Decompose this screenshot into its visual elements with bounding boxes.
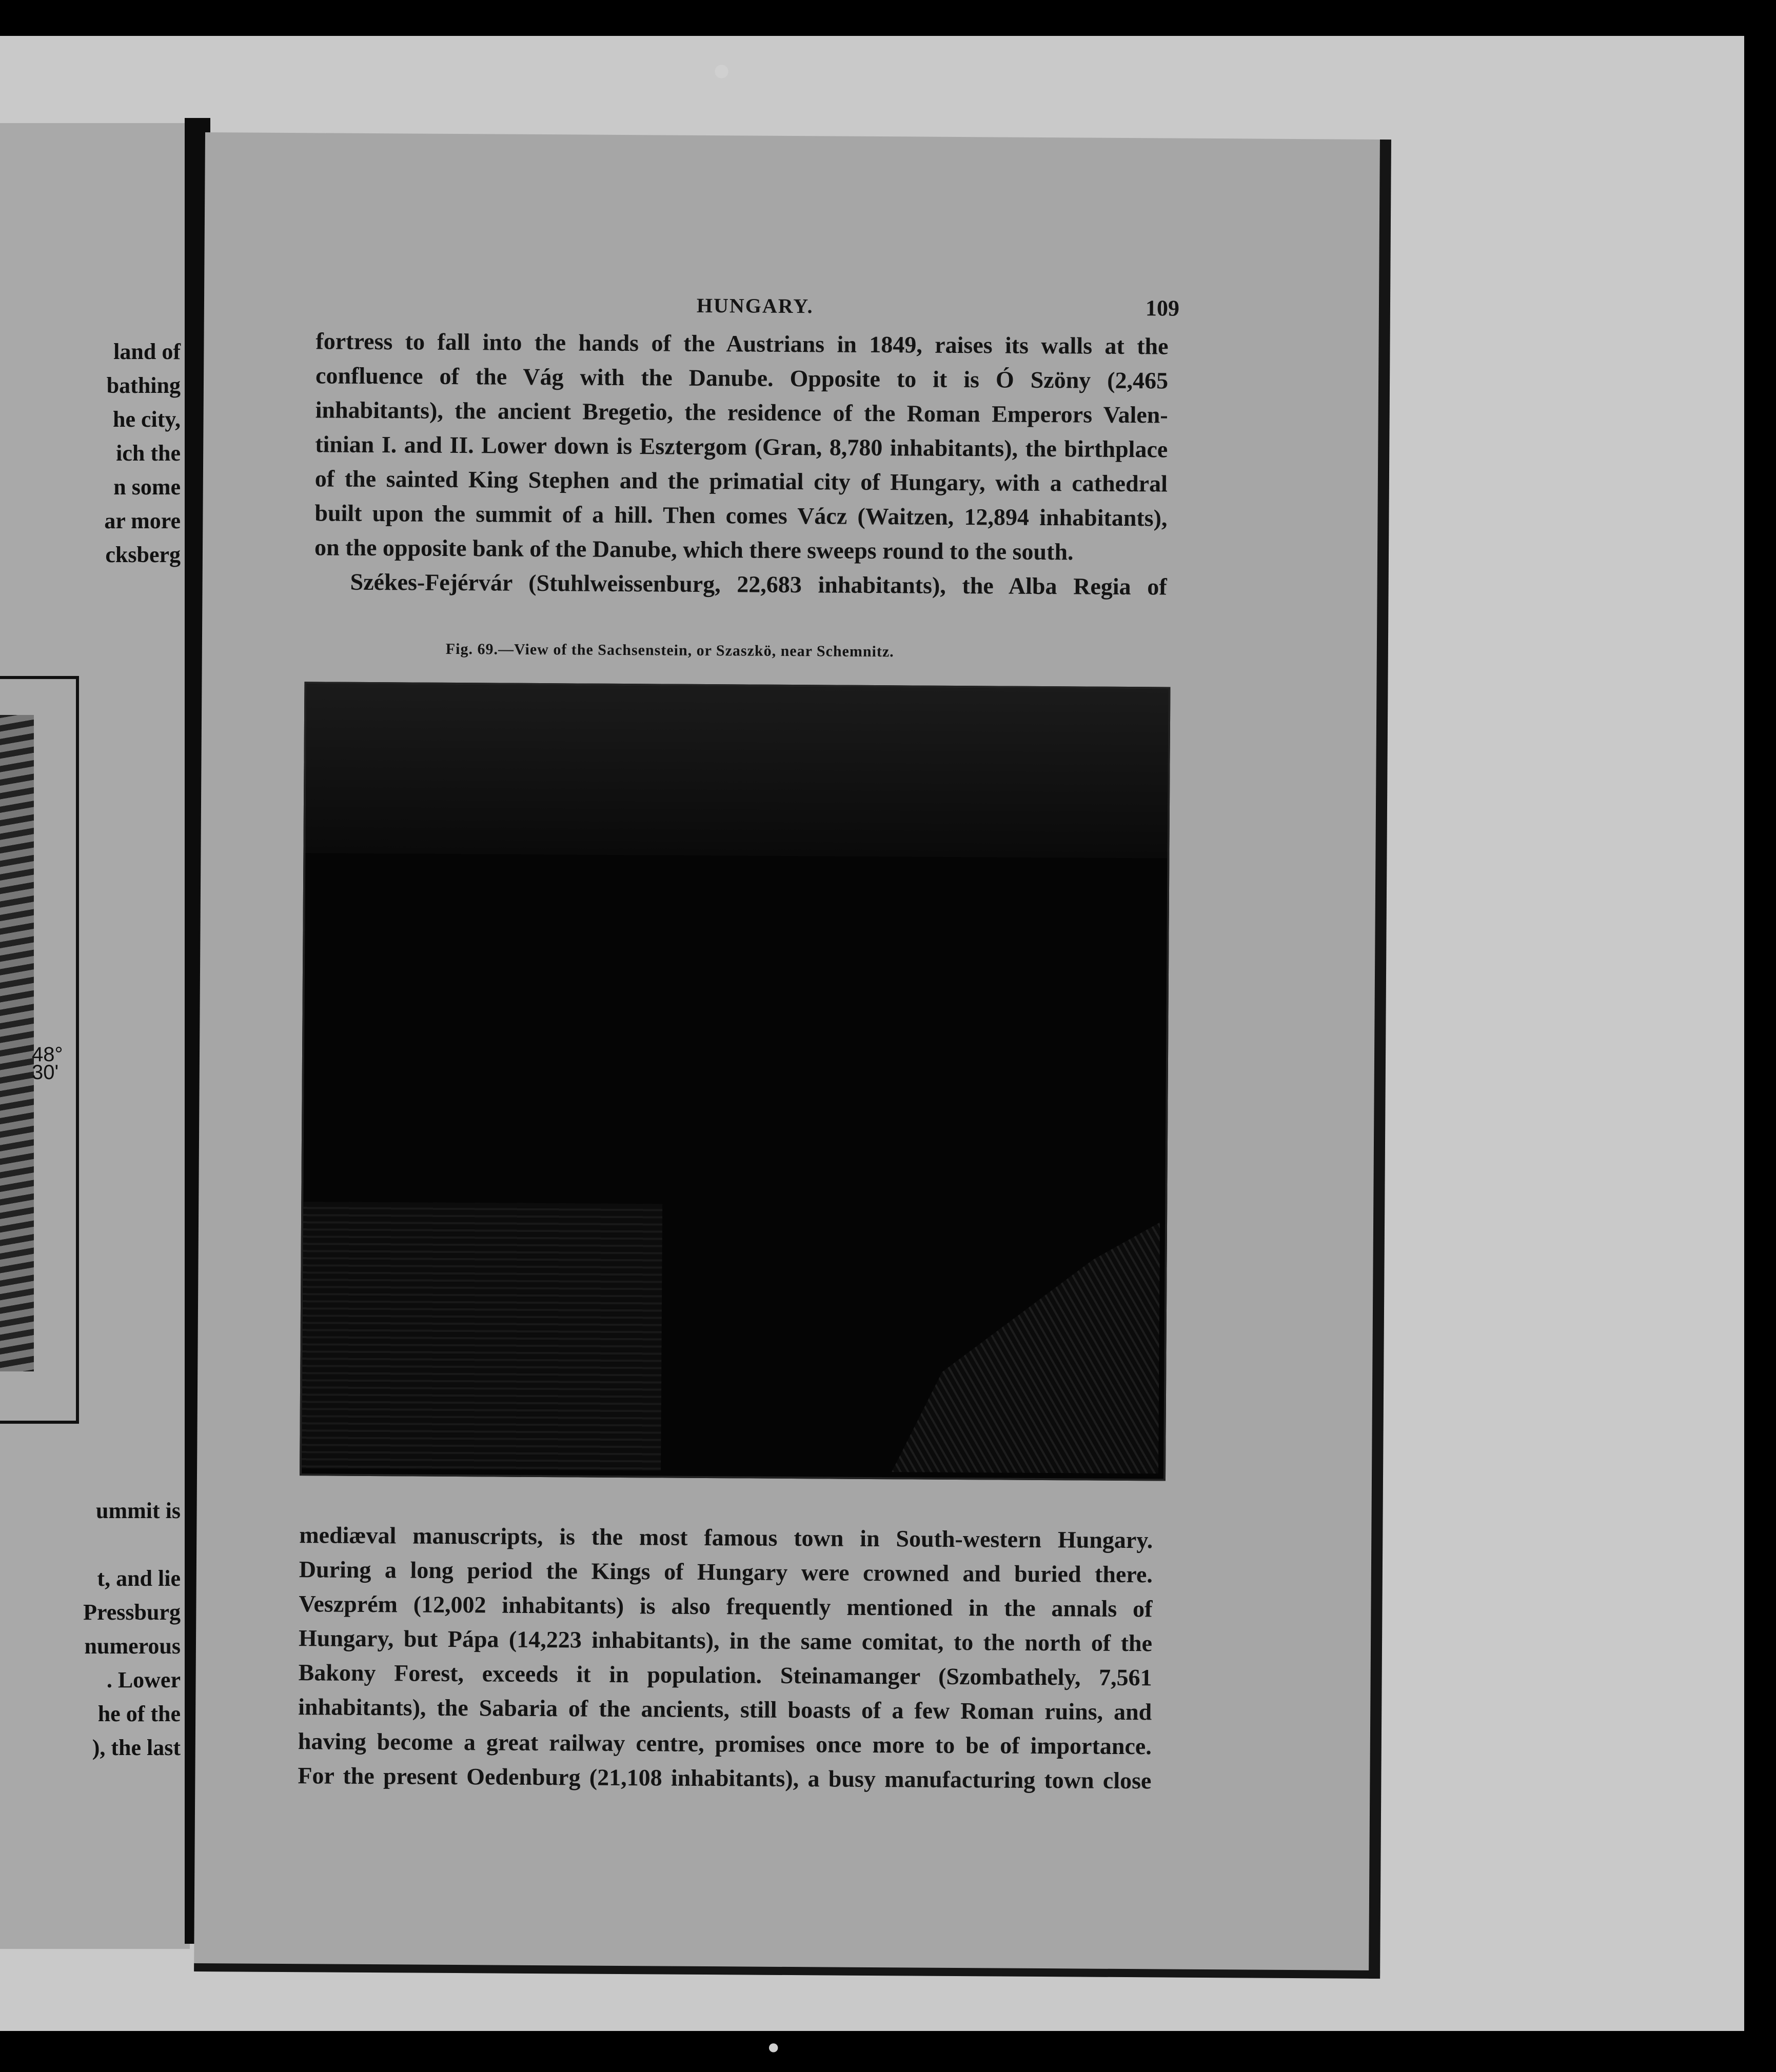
left-page-line: cksberg [105, 542, 181, 567]
text-line: During a long period the Kings of Hungary were crowned and buried there. [299, 1556, 1153, 1588]
bottom-paragraph [298, 1518, 1153, 1798]
left-page-line: ich the [116, 441, 181, 466]
running-head: HUNGARY. [696, 293, 814, 318]
map-relief [0, 715, 34, 1371]
left-page-line: t, and lie [97, 1566, 181, 1591]
text-line: confluence of the Vág with the Danube. Opposite to it is Ó Szöny (2,465 [315, 362, 1169, 394]
paragraph-start-line: Székes-Fejérvár (Stuhlweissenburg, 22,683 inhabitants), the Alba Regia of [350, 568, 1167, 600]
left-page-line: ar more [104, 508, 181, 533]
text-line: Veszprém (12,002 inhabitants) is also frequently mentioned in the annals of [299, 1590, 1153, 1622]
left-page-line: Pressburg [83, 1600, 181, 1625]
illustration-water [302, 1202, 662, 1470]
figure-caption: Fig. 69.—View of the Sachsenstein, or Szaszkö, near Schemnitz. [445, 640, 894, 661]
film-speck: • [764, 2031, 783, 2067]
engraving-illustration [300, 682, 1170, 1481]
top-paragraph [314, 324, 1168, 604]
map-latitude-label: 48° [32, 1043, 63, 1066]
left-page-line: ummit is [96, 1498, 181, 1523]
text-line: of the sainted King Stephen and the primatial city of Hungary, with a cathedral [314, 465, 1168, 497]
book-page-109 [194, 132, 1391, 1979]
left-page-line: ), the last [92, 1735, 181, 1760]
text-line: built upon the summit of a hill. Then comes Vácz (Waitzen, 12,894 inhabitants), [314, 500, 1168, 531]
left-page-line: n some [113, 474, 181, 500]
text-line: on the opposite bank of the Danube, which there sweeps round to the south. [314, 534, 1074, 565]
left-page-line: . Lower [106, 1667, 181, 1692]
text-line: Hungary, but Pápa (14,223 inhabitants), in the same comitat, to the north of the [298, 1625, 1153, 1657]
left-page-line: numerous [84, 1633, 181, 1659]
text-line: mediæval manuscripts, is the most famous town in South-western Hungary. [299, 1522, 1153, 1553]
text-line: Bakony Forest, exceeds it in population. Steinamanger (Szombathely, 7,561 [298, 1659, 1152, 1691]
map-minute-label: 30' [32, 1061, 59, 1084]
text-line: having become a great railway centre, promises once more to be of importance. [298, 1728, 1152, 1760]
left-page-line: he of the [97, 1701, 181, 1726]
text-line: inhabitants), the Sabaria of the ancients, still boasts of a few Roman ruins, and [298, 1694, 1152, 1725]
text-line: For the present Oedenburg (21,108 inhabitants), a busy manufacturing town close [298, 1762, 1152, 1794]
illustration-sky [305, 684, 1168, 858]
left-page-line: he city, [113, 407, 181, 432]
left-facing-page [0, 123, 190, 1949]
illustration-rock [825, 1220, 1160, 1473]
text-line: inhabitants), the ancient Bregetio, the residence of the Roman Emperors Valen- [315, 396, 1168, 428]
page-number: 109 [1145, 295, 1180, 321]
text-line: fortress to fall into the hands of the Austrians in 1849, raises its walls at the [315, 328, 1169, 360]
left-page-map [0, 676, 79, 1424]
film-speck: • [708, 46, 736, 100]
left-page-line: land of [113, 339, 181, 364]
left-page-line: bathing [106, 373, 181, 398]
text-line: tinian I. and II. Lower down is Esztergom (Gran, 8,780 inhabitants), the birthplace [315, 431, 1168, 463]
